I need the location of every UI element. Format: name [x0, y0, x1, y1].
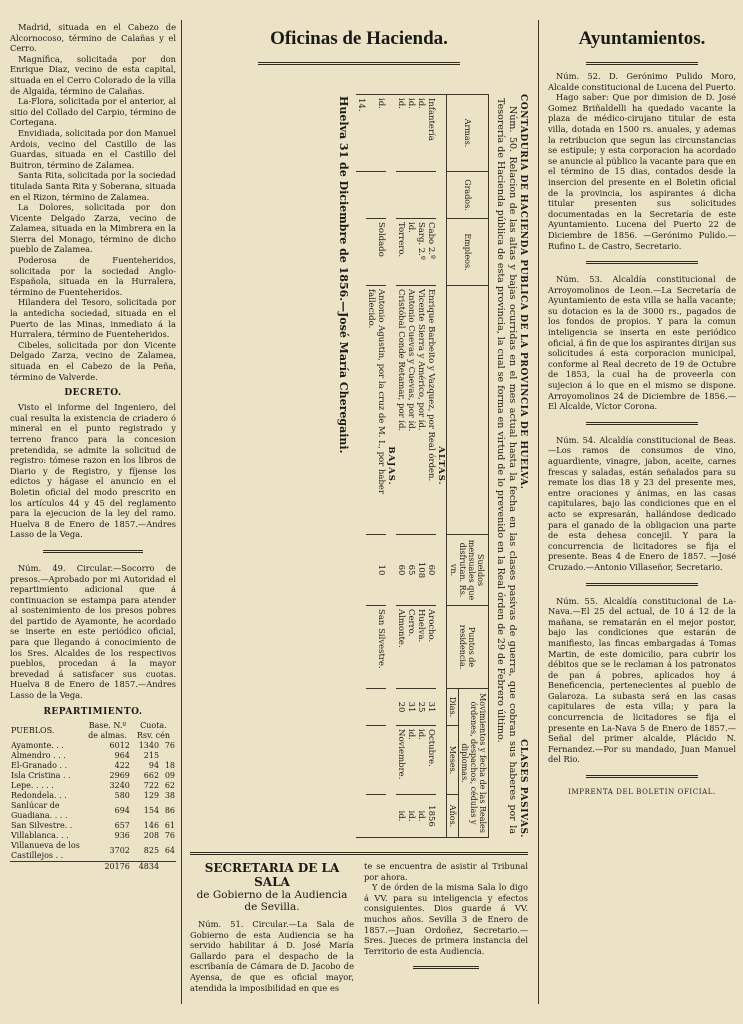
separator	[258, 62, 461, 65]
cell-mes: id.	[416, 726, 426, 795]
separator	[190, 852, 528, 855]
cell-ano: id.	[406, 795, 416, 838]
cell-cen: 62	[164, 780, 175, 790]
cell-base: 2969	[109, 770, 130, 780]
table-row	[10, 831, 176, 841]
table-row	[10, 841, 176, 862]
cell-sueldo: 108	[416, 535, 426, 606]
separator	[413, 966, 479, 969]
notice-53: Núm. 53. Alcaldía constitucional de Arroyomolinos de Leon.—La Secretaría de Ayuntamiento de esta villa se halla vacante; su dotacion es la de 3000 rs., pagados de los fondos de propios. Y para la comun inteligencia se inserta en este periódico oficial, á fin de que los aspirantes dirijan sus solicitudes á esta corporacion municipal, conforme al Real decreto de 19 de Octubre de 1853, la cual ha de proveerla con sujecion á lo que en el mismo se dispone. Arroyomolinos 24 de Diciembre de 1856.—El Alcalde, Víctor Corona.	[548, 274, 736, 412]
cell-base: 3240	[109, 780, 130, 790]
cell-dia: 31	[406, 689, 416, 726]
clases-pasivas-title: CLASES PASIVAS.	[518, 739, 528, 838]
imprenta-label: IMPRENTA DEL BOLETIN OFICIAL.	[568, 788, 716, 797]
table-row	[416, 95, 426, 838]
header-ayuntamientos: Ayuntamientos.	[578, 28, 706, 49]
cell-mes	[366, 726, 386, 795]
header-base: Base. N.º de almas.	[88, 720, 127, 740]
cell-base: 936	[114, 830, 130, 840]
cell-nombre: Antonio Cuevas y Cuevas, por íd.	[406, 286, 416, 535]
notice-49: Núm. 49. Circular.—Socorro de presos.—Aprobado por mi Autoridad el repartimiento adicional que á continuacion se estampa para atender al sostenimiento de los presos pobres del partido de Ayamonte, he acordado se inserte en este periódico oficial, para que llegando á conocimiento de los Sres. Alcaldes de los respectivos pueblos, procedan á la mayor brevedad á satisfacer sus cuotas. Huelva 8 de Enero de 1857.—Andres Lasso de la Vega.	[10, 562, 176, 701]
cell-pueblo: Villablanca. . .	[11, 830, 69, 840]
cell-cen: 61	[164, 820, 175, 830]
cell-punto: Huelva.	[416, 606, 426, 689]
th-sueldos: Sueldos mensuales que disfrutan. Rs. vn.	[447, 535, 489, 606]
cell-grado	[426, 172, 436, 219]
mine-entry: La-Flora, solicitada por el anterior, al sitio del Collado del Carpio, término de Cortegana.	[10, 96, 176, 128]
cell-arma: id.	[406, 95, 416, 172]
cell-dia: 20	[396, 689, 406, 726]
cell-rs: 208	[143, 830, 160, 840]
left-column	[10, 22, 176, 1016]
altas-title: ALTAS.	[436, 95, 447, 838]
cell-ano: 1856	[426, 795, 436, 838]
cell-ano: id.	[396, 795, 406, 838]
cell-pueblo: Villanueva de los Castillejos . .	[11, 840, 80, 860]
cell-pueblo: San Silvestre. .	[11, 820, 73, 830]
cell-grado	[396, 172, 406, 219]
cell-arma: Infantería	[426, 95, 436, 172]
cell-sueldo: 65	[406, 535, 416, 606]
mine-entry: Santa Rita, solicitada por la sociedad titulada Santa Rita y Soberana, situada en el Rizon, término de Zalamea.	[10, 170, 176, 202]
middle-column	[190, 22, 528, 1016]
mine-entry: Magnífica, solicitada por don Enrique Diaz, vecino de esta capital, situada en el Cerro Colorado de la villa de Algaida, término de Calañas.	[10, 53, 176, 96]
cell-dia: 25	[416, 689, 426, 726]
cell-mes: id.	[406, 726, 416, 795]
repartimiento-title: REPARTIMIENTO.	[43, 706, 143, 717]
cell-base: 580	[114, 790, 130, 800]
cell-rs: 129	[143, 790, 160, 800]
th-nombres	[447, 286, 489, 535]
mine-entry: Hilandera del Tesoro, solicitada por la antedicha sociedad, situada en el Puerto de las Minas, inmediato á la Hurralera, término de Fuenteheridos.	[10, 297, 176, 340]
cell-punto: San Silvestre.	[366, 606, 386, 689]
header-pueblos: PUEBLOS.	[11, 725, 55, 735]
notice-52-title: Núm. 52. D. Gerónimo Pulido Moro, Alcalde constitucional de Lucena del Puerto.	[548, 71, 736, 92]
separator	[586, 583, 699, 586]
cell-nombre: Cristóbal Conde Retamar, por íd.	[396, 286, 406, 535]
cell-nombre: Antonio Agustin, por la cruz de M. I., por haber fallecido.	[366, 286, 386, 535]
cell-rs: 1340	[138, 740, 160, 750]
cell-rs: 154	[143, 805, 160, 815]
cell-cen: 86	[164, 805, 175, 815]
cell-base: 657	[114, 820, 130, 830]
rotated-table-area	[190, 86, 528, 846]
mine-entry: Poderosa de Fuenteheridos, solicitada por la sociedad Anglo-Española, situada en la Hurralera, término de Fuenteheridos.	[10, 255, 176, 297]
cell-base: 6012	[109, 740, 130, 750]
table-row	[10, 801, 176, 821]
cell-pueblo: Ayamonte. . .	[11, 740, 64, 750]
right-column	[548, 22, 736, 1016]
separator	[586, 261, 699, 264]
th-grados: Grados.	[447, 172, 489, 219]
cell-rs: 94	[148, 760, 160, 770]
cell-empleo: Cabo 2.º	[426, 219, 436, 286]
rotated-content	[190, 86, 528, 846]
contaduria-title: CONTADURIA DE HACIENDA PÚBLICA DE LA PROVINCIA DE HUELVA.	[518, 94, 528, 490]
table-row	[10, 741, 176, 751]
mine-entry: Envidiada, solicitada por don Manuel Ardois, vecino del Castillo de las Guardas, situada en el Castillo del Buitron, término de Zalamea.	[10, 127, 176, 170]
cell-pueblo: El-Granado . .	[11, 760, 68, 770]
notice-51-part2: te se encuentra de asistir al Tribunal por ahora.	[364, 861, 528, 882]
total-rs: 4834	[138, 861, 160, 871]
cell-cen: 64	[164, 845, 175, 855]
notice-52-body: Hago saber: Que por dimision de D. José Gomez Briñaldelli ha quedado vacante la plaza de médico-cirujano titular de esta villa, dotada en 1500 rs. anuales, y ademas la retribucion que segun las circunstancias se estipule; y esta corporacion ha acordado se anuncie al público la vacante para que en el término de 15 dias, contados desde la insercion del presente en el Boletin oficial de la provincia, los aspirantes á dicha titular presenten sus solicitudes documentadas en la Secretaría de este Ayuntamiento. Lucena del Puerto 22 de Diciembre de 1856. —Gerónimo Pulido.—Rufino L. de Castro, Secretario.	[548, 92, 736, 251]
th-movimientos: Movimientos y fecha de las Reales órdenes, despachos, cédulas y diplomas.	[459, 689, 489, 838]
table-row	[366, 95, 386, 838]
cell-rs: 662	[143, 770, 160, 780]
cell-base: 964	[114, 750, 130, 760]
total-base: 20176	[104, 861, 130, 871]
cell-mes: Octubre.	[426, 726, 436, 795]
separator	[586, 775, 699, 778]
cell-cen: 09	[164, 770, 175, 780]
cell-rs: 722	[143, 780, 160, 790]
cell-pueblo: Redondela. . .	[11, 790, 67, 800]
notice-54: Núm. 54. Alcaldía constitucional de Beas.—Los ramos de consumos de vino, aguardiente, vinagre, jabon, aceite, carnes frescas y saladas, están señalados para su remate los dias 18 y 23 del presente mes, entre oraciones y ánimas, en las casas capitulares, bajo las condiciones que en el acto se expresarán, hallándose dedicado para el ganado de la obligacion una parte de esta dehesa concejil. Y para la concurrencia de licitadores se fija el presente. Beas 4 de Enero de 1857. —José Cruzado.—Antonio Villaseñor, Secretario.	[548, 434, 736, 572]
cell-cen: 76	[164, 740, 175, 750]
cell-nombre: Vicente Sierra y Américo, por íd.	[416, 286, 426, 535]
decreto-title: DECRETO.	[64, 388, 122, 399]
table-row	[406, 95, 416, 838]
mine-entry: Madrid, situada en el Cabezo de Alcornocoso, término de Calañas y el Cerro.	[10, 22, 176, 54]
th-empleos: Empleos.	[447, 219, 489, 286]
table-row	[426, 95, 436, 838]
cell-sueldo: 60	[426, 535, 436, 606]
cell-cen: 38	[164, 790, 175, 800]
cell-base: 3702	[109, 845, 130, 855]
table-row	[10, 751, 176, 761]
cell-empleo: id.	[406, 219, 416, 286]
table-row	[10, 781, 176, 791]
cell-arma: id.	[366, 95, 386, 172]
table-row	[10, 771, 176, 781]
relacion-intro: Núm. 50. Relacion de las altas y bajas ocurridas en el mes actual hasta la fecha en las clases pasivas de guerra, que cobran sus haberes por la Tesorería de Hacienda pública de esta provincia, la cual se forma en virtud de lo prevenido en la Real órden de 29 de Febrero último.	[495, 98, 518, 834]
cell-pueblo: Isla Cristina . .	[11, 770, 71, 780]
table-row	[10, 761, 176, 771]
header-oficinas: Oficinas de Hacienda.	[270, 28, 448, 49]
table-row	[10, 821, 176, 831]
cell-punto: Cerro.	[406, 606, 416, 689]
cell-empleo: Soldado	[366, 219, 386, 286]
cell-grado	[366, 172, 386, 219]
cell-cen: 76	[164, 830, 175, 840]
cell-nombre: Enrique Barbeito y Vazquez, por Real órden.	[426, 286, 436, 535]
table-footer-signature: Huelva 31 de Diciembre de 1856.—José María Cheregaini.	[337, 96, 350, 454]
cell-base: 422	[114, 760, 130, 770]
separator	[586, 62, 699, 65]
bajas-title: BAJAS.	[386, 95, 396, 838]
mine-registrations	[10, 22, 176, 382]
cell-dia	[366, 689, 386, 726]
cell-grado	[416, 172, 426, 219]
table-row	[396, 95, 406, 838]
altas-bajas-table	[356, 94, 489, 838]
repartimiento-table	[10, 721, 176, 872]
th-anos: Años.	[447, 795, 459, 838]
notice-51-part1: Núm. 51. Circular.—La Sala de Gobierno de esta Audiencia se ha servido habilitar á D. José María Gallardo para el despacho de la escribanía de Cámara de D. Jacobo de Ayensa, de que es oficial mayor, atendida la imposibilidad en que es	[190, 919, 354, 993]
decreto-text: Visto el informe del Ingeniero, del cual resulta la existencia de criadero ó mineral en el punto registrado y terreno franco para la concesion pretendida, se admite la solicitud de registro: tómese razon en los libros de Diario y de Registro, y fíjense los edictos y hágase el anuncio en el Boletin oficial del modo prescrito en los artículos 44 y 45 del reglamento para la ejecucion de la ley del ramo. Huelva 8 de Enero de 1857.—Andres Lasso de la Vega.	[10, 402, 176, 540]
secretaria-subtitle: de Gobierno de la Audiencia de Sevilla.	[196, 889, 348, 913]
th-meses: Meses.	[447, 726, 459, 795]
cell-rs: 146	[143, 820, 160, 830]
cell-pueblo: Almendro . . .	[11, 750, 66, 760]
cell-grado	[406, 172, 416, 219]
cell-pueblo: Lepe. . . . .	[11, 780, 54, 790]
cell-ano	[366, 795, 386, 838]
table-row	[10, 791, 176, 801]
cell-rs: 825	[143, 845, 160, 855]
th-armas: Armas.	[447, 95, 489, 172]
cell-sueldo: 10	[366, 535, 386, 606]
mine-entry: Cibeles, solicitada por don Vicente Delgado Zarza, vecino de Zalamea, situada en el Cabezo de la Peña, término de Valverde.	[10, 339, 176, 382]
mine-entry: La Dolores, solicitada por don Vicente Delgado Zarza, vecino de Zalamea, situada en la Mimbrera en la Sierra del Monago, término de dicho pueblo de Zalamea.	[10, 202, 176, 255]
cell-mes: Noviembre.	[396, 726, 406, 795]
cell-cen: 18	[164, 760, 175, 770]
header-cuota: Cuota. Rsv. cén	[136, 720, 171, 740]
notice-51-part3: Y de órden de la misma Sala lo digo á VV. para su inteligencia y efectos consiguientes. Dios guarde á VV. muchos años. Sevilla 3 de Enero de 1857.—Juan Ordoñez, Secretario.—Sres. Jueces de primera instancia del Territorio de esta Audiencia.	[364, 882, 528, 956]
cell-ano: id.	[416, 795, 426, 838]
column-rule	[181, 20, 182, 1004]
separator	[43, 550, 143, 553]
th-puntos: Puntos de residencia.	[447, 606, 489, 689]
cell-empleo: Torrero.	[396, 219, 406, 286]
total-cen	[160, 861, 176, 872]
cell-cen	[160, 751, 176, 761]
notice-55: Núm. 55. Alcaldía constitucional de La-Nava.—El 25 del actual, de 10 á 12 de la mañana, se rematarán en el mejor postor, bajo las condiciones que estarán de manifiesto, las fincas embargadas á Tomas Martin, de este domicilio, para cubrir los débitos que se le reclaman á los patronatos de pan á pobres, aplicados hoy á Beneficencia, pertenecientes al pueblo de Galaroza. La subasta será en las casas capitulares de esta villa; y para la concurrencia de licitadores se fija el presente en La-Nava 5 de Enero de 1857.—Señal del primer alcalde, Plácido N. Fernandez.—Por su mandado, Juan Manuel del Rio.	[548, 595, 736, 765]
bajas-count: 14.	[356, 95, 366, 172]
cell-punto: Arocho.	[426, 606, 436, 689]
th-dias: Dias.	[447, 689, 459, 726]
cell-empleo: Sarg. 2.º	[416, 219, 426, 286]
separator	[586, 422, 699, 425]
cell-arma: id.	[396, 95, 406, 172]
cell-base: 694	[114, 805, 130, 815]
cell-arma: id.	[416, 95, 426, 172]
cell-punto: Almonte.	[396, 606, 406, 689]
cell-rs: 215	[143, 750, 160, 760]
column-rule	[538, 20, 539, 1004]
secretaria-title: SECRETARIA DE LA SALA	[204, 861, 340, 889]
cell-sueldo: 60	[396, 535, 406, 606]
cell-pueblo: Sanlúcar de Guadiana. . . .	[11, 800, 68, 820]
cell-dia: 31	[426, 689, 436, 726]
